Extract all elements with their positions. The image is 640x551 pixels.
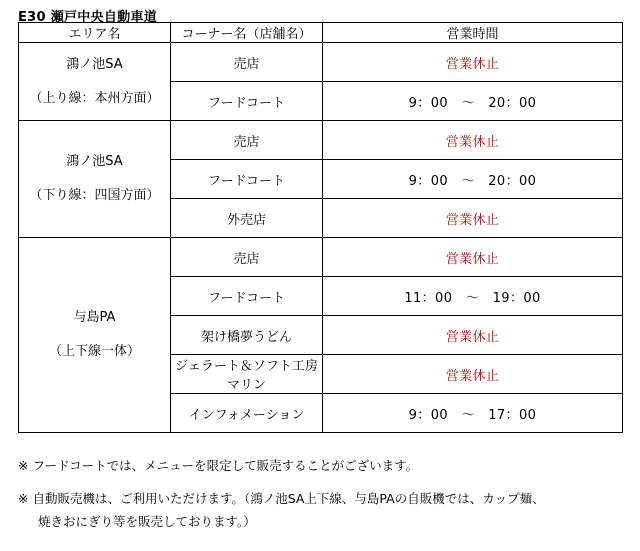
header-hours: 営業時間 [323,23,623,43]
business-hours: 営業休止 [323,121,623,160]
business-hours: 営業休止 [323,238,623,277]
corner-name: フードコート [171,82,323,121]
corner-name: フードコート [171,277,323,316]
notes [18,456,545,531]
table-row [19,43,623,82]
corner-name: 売店 [171,238,323,277]
corner-name: 売店 [171,121,323,160]
corner-name: フードコート [171,160,323,199]
area-direction: （上下線一体） [48,344,140,359]
note-vending-machine: ※ 自動販売機は、ご利用いただけます。（鴻ノ池SA上下線、与島PAの自販機では、カップ麺、 [18,491,545,506]
business-hours-table [18,22,623,433]
corner-name: 売店 [171,43,323,82]
area-name: 与島PA [73,310,116,325]
business-hours: 9：00 ～ 20：00 [323,160,623,199]
table-row [19,121,623,160]
corner-name: 外売店 [171,199,323,238]
corner-name: インフォメーション [171,394,323,433]
area-direction: （下り線：四国方面） [29,188,160,203]
business-hours: 営業休止 [323,316,623,355]
business-hours: 営業休止 [323,199,623,238]
business-hours: 9：00 ～ 20：00 [323,82,623,121]
page-title: E30 瀬戸中央自動車道 [18,10,158,25]
business-hours: 9：00 ～ 17：00 [323,394,623,433]
business-hours: 営業休止 [323,355,623,394]
corner-name: 架け橋夢うどん [171,316,323,355]
note-vending-machine-continued: 焼きおにぎり等を販売しております。） [38,514,256,529]
area-name: 鴻ノ池SA [66,56,123,72]
header-corner: コーナー名（店舗名） [171,23,323,43]
area-name: 鴻ノ池SA [66,154,123,169]
table-header-row [19,23,623,43]
area-direction: （上り線：本州方面） [29,90,160,106]
area-cell [19,43,171,121]
header-area: エリア名 [19,23,171,43]
area-cell [19,121,171,238]
business-hours: 11：00 ～ 19：00 [323,277,623,316]
business-hours: 営業休止 [323,43,623,82]
area-cell [19,238,171,433]
corner-name: ジェラート＆ソフト工房マリン [171,355,323,394]
note-food-court: ※ フードコートでは、メニューを限定して販売することがございます。 [18,458,419,473]
table-row [19,238,623,277]
